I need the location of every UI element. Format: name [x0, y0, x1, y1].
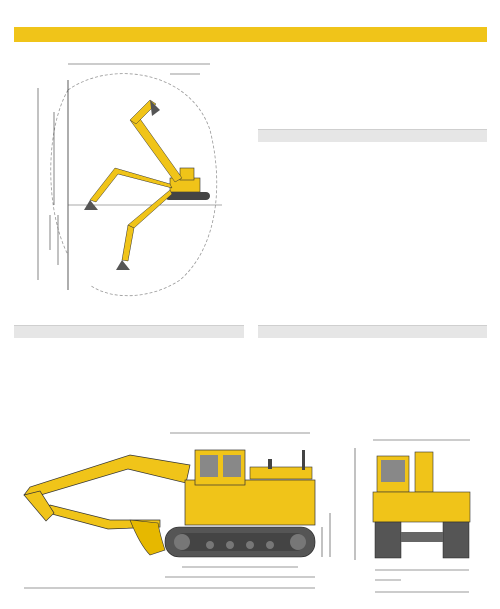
- model-bar: [14, 27, 487, 42]
- table-header: [258, 129, 487, 142]
- table-header: [258, 325, 487, 338]
- working-range-diagram: [10, 50, 240, 300]
- work-range-table-2: [14, 325, 244, 338]
- work-range-table-1: [258, 129, 487, 142]
- excavator-side-view: [10, 425, 340, 605]
- excavator-top-icon: [84, 100, 210, 270]
- excavator-front-view: [345, 430, 490, 605]
- work-range-table-3: [258, 325, 487, 338]
- table-header: [14, 325, 244, 338]
